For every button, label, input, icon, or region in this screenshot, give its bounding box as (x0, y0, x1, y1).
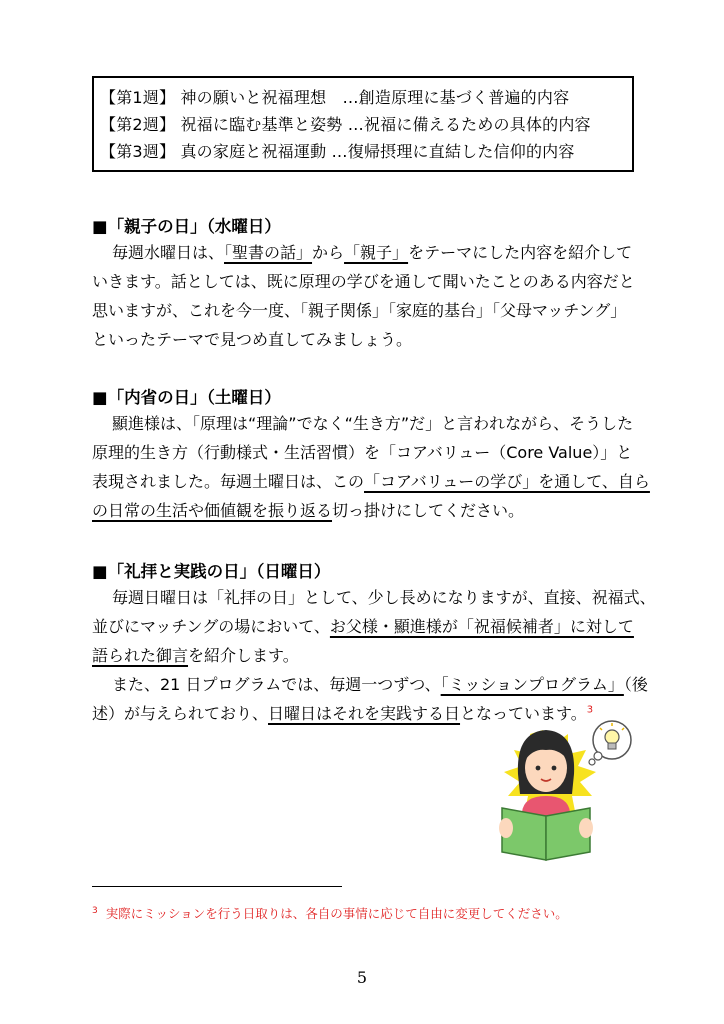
text-line: といったテーマで見つめ直してみましょう。 (92, 330, 413, 349)
section-heading-oyako: ■「親子の日」（水曜日） (92, 217, 281, 236)
section-body-oyako (92, 238, 652, 354)
section-heading-naisei: ■「内省の日」（土曜日） (92, 388, 281, 407)
text-line: 毎週水曜日は、「聖書の話」から「親子」をテーマにした内容を紹介して (112, 243, 633, 262)
text-line: 並びにマッチングの場において、お父様・顯進様が「祝福候補者」に対して (92, 617, 634, 636)
underlined-phrase: の日常の生活や価値観を振り返る (92, 501, 333, 520)
footnote-separator (92, 886, 342, 887)
footnote-text: 実際にミッションを行う日取りは、各自の事情に応じて自由に変更してください。 (105, 906, 568, 921)
footnote (92, 904, 568, 922)
footnote-reference[interactable]: 3 (586, 704, 594, 716)
section-body-naisei (92, 409, 652, 525)
underlined-phrase: 「ミッションプログラム」 (440, 675, 624, 694)
underlined-phrase: 「コアバリューの学び」を通して、自ら (364, 472, 650, 491)
text-line: 語られた御言を紹介します。 (92, 646, 299, 665)
section-body-reihai (92, 583, 656, 728)
text-line: いきます。話としては、既に原理の学びを通して聞いたことのある内容だと (92, 272, 635, 291)
week2-line: 【第2週】 祝福に臨む基準と姿勢 …祝福に備えるための具体的内容 (100, 115, 591, 134)
text-line: 述）が与えられており、日曜日はそれを実践する日となっています。$^3$ (92, 704, 594, 723)
underlined-phrase: お父様・顯進様が「祝福候補者」に対して (329, 617, 634, 636)
text-line: 顯進様は、「原理は“理論”でなく“生き方”だ」と言われながら、そうした (112, 414, 634, 433)
text-line: また、21 日プログラムでは、毎週一つずつ、「ミッションプログラム」（後 (112, 675, 648, 694)
footnote-mark: 3 (92, 905, 98, 916)
text-line: の日常の生活や価値観を振り返る切っ掛けにしてください。 (92, 501, 525, 520)
week1-line: 【第1週】 神の願いと祝福理想 …創造原理に基づく普遍的内容 (100, 88, 570, 107)
underlined-phrase: 「親子」 (344, 243, 409, 262)
underlined-phrase: 日曜日はそれを実践する日 (268, 704, 461, 723)
week3-line: 【第3週】 真の家庭と祝福運動 …復帰摂理に直結した信仰的内容 (100, 142, 575, 161)
section-heading-reihai: ■「礼拝と実践の日」（日曜日） (92, 562, 331, 581)
text-line: 毎週日曜日は「礼拝の日」として、少し長めになりますが、直接、祝福式、 (112, 588, 656, 607)
lightbulb-icon (589, 721, 631, 765)
text-line: 思いますが、これを今一度、「親子関係」「家庭的基台」「父母マッチング」 (92, 301, 627, 320)
weekly-summary-box (92, 76, 634, 172)
page-number: 5 (356, 968, 368, 987)
text-line: 表現されました。毎週土曜日は、この「コアバリューの学び」を通して、自ら (92, 472, 650, 491)
underlined-phrase: 語られた御言 (92, 646, 189, 665)
open-book-icon (499, 808, 593, 860)
woman-figure (518, 730, 574, 824)
text-line: 原理的生き方（行動様式・生活習慣）を「コアバリュー（Core Value）」と (92, 443, 633, 462)
underlined-phrase: 「聖書の話」 (224, 243, 313, 262)
reading-woman-illustration (488, 712, 638, 862)
